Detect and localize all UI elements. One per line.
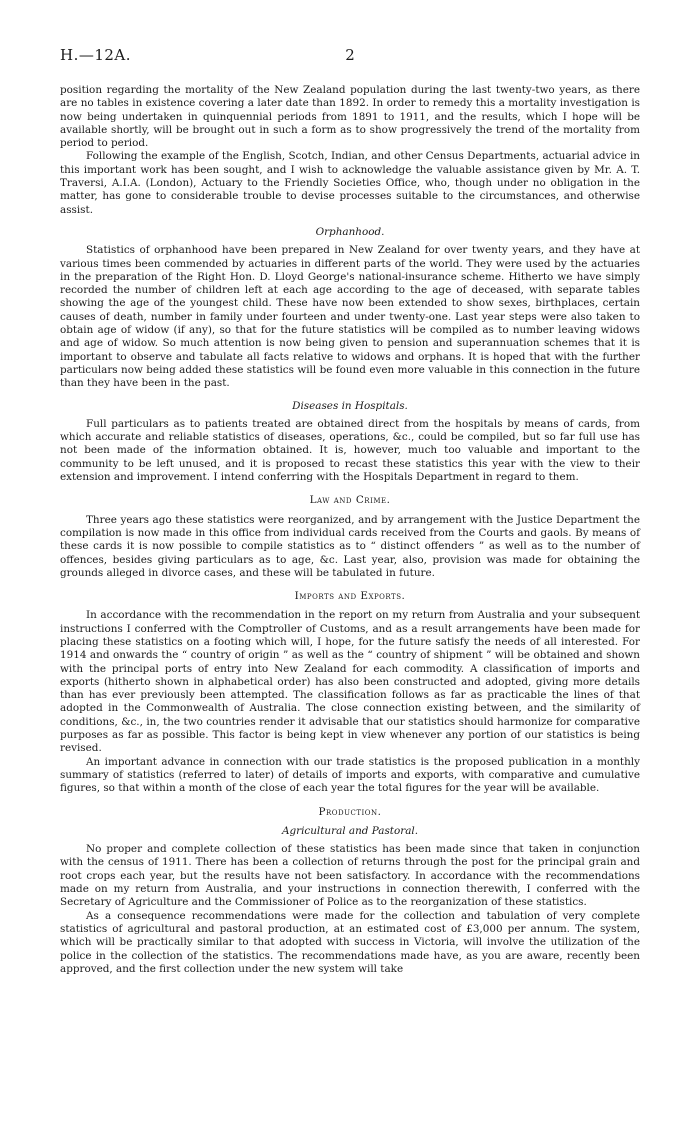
paragraph-hospitals: Full particulars as to patients treated are obtained direct from the hospitals by means of cards, from which accurate and reliable statistics of diseases, operations, &c., could be compiled, but so far full use has not been made of the information obtained. It is, however, much too valuable and important to the community to be left unused, and it is proposed to recast these statistics this year with the view to their extension and improvement. I intend conferring with the Hospitals Department in regard to them. xyxy=(60,417,640,484)
paragraph-law-crime: Three years ago these statistics were reorganized, and by arrangement with the Justice Department the compilation is now made in this office from individual cards received from the Courts and gaols. By means of these cards it is now possible to compile statistics as to “ distinct offenders ” as well as to the number of offences, besides giving particulars as to age, &c. Last year, also, provision was made for obtaining the grounds alleged in divorce cases, and these will be tabulated in future. xyxy=(60,513,640,579)
paragraph-agricultural-recommendations: As a consequence recommendations were made for the collection and tabulation of very complete statistics of agricultural and pastoral production, at an estimated cost of £3,000 per annum. The system, which will be practically similar to that adopted with success in Victoria, will involve the utilization of the police in the collection of the statistics. The recommendations made have, as you are aware, recently been approved, and the first collection under the new system will take xyxy=(60,909,640,975)
paragraph-agricultural-collection: No proper and complete collection of these statistics has been made since that taken in conjunction with the census of 1911. There has been a collection of returns through the post for the principal grain and root crops each year, but the results have not been satisfactory. In accordance with the recommendations made on my return from Australia, and your instructions in connection therewith, I conferred with the Secretary of Agriculture and the Commissioner of Police as to the reorganization of these statistics. xyxy=(60,843,640,909)
page-number: 2 xyxy=(345,46,355,64)
document-reference: H.—12A. xyxy=(60,46,132,64)
paragraph-actuarial-advice: Following the example of the English, Scotch, Indian, and other Census Departments, actuarial advice in this important work has been sought, and I wish to acknowledge the valuable assistance given by Mr. A. T. Traversi, A.I.A. (London), Actuary to the Friendly Societies Office, who, though under no obligation in the matter, has gone to considerable trouble to devise processes suitable to the circumstances, and otherwise assist. xyxy=(60,150,640,216)
paragraph-mortality-continued: position regarding the mortality of the New Zealand population during the last twenty-two years, as there are no tables in existence covering a later date than 1892. In order to remedy this a mortality investigation is now being undertaken in quinquennial periods from 1891 to 1911, and the results, which I hope will be available shortly, will be brought out in such a form as to show progressively the trend of the mortality from period to period. xyxy=(60,84,640,150)
section-heading-production: Production. xyxy=(318,805,382,818)
page-header xyxy=(60,46,640,68)
paragraph-monthly-summary: An important advance in connection with our trade statistics is the proposed publication in a monthly summary of statistics (referred to later) of details of imports and exports, with comparative and cumulative figures, so that within a month of the close of each year the total figures for the year will be available. xyxy=(60,755,640,795)
section-heading-orphanhood: Orphanhood. xyxy=(315,225,385,238)
paragraph-imports-exports: In accordance with the recommendation in the report on my return from Australia and your subsequent instructions I conferred with the Comptroller of Customs, and as a result arrangements have been made for placing these statistics on a footing which will, I hope, for the future satisfy the needs of all interested. For 1914 and onwards the “ country of origin ” as well as the “ country of shipment ” will be obtained and shown with the principal ports of entry into New Zealand for each commodity. A classification of imports and exports (hitherto shown in alphabetical order) has also been constructed and adopted, giving more details than has ever previously been attempted. The classification follows as far as practicable the lines of that adopted in the Commonwealth of Australia. The close connection existing between, and the similarity of conditions, &c., in, the two countries render it advisable that our statistics should harmonize for comparative purposes as far as possible. This factor is being kept in view whenever any portion of our statistics is being revised. xyxy=(60,609,640,755)
section-heading-law-crime: Law and Crime. xyxy=(309,494,391,507)
paragraph-orphanhood: Statistics of orphanhood have been prepared in New Zealand for over twenty years, and they have at various times been commended by actuaries in different parts of the world. They were used by the actuaries in the preparation of the Right Hon. D. Lloyd George's national-insurance scheme. Hitherto we have simply recorded the number of children left at each age according to the age of deceased, with separate tables showing the age of the youngest child. These have now been extended to show sexes, birthplaces, certain causes of death, number in family under fourteen and under twenty-one. Last year steps were also taken to obtain age of widow (if any), so that for the future statistics will be compiled as to number leaving widows and age of widow. So much attention is now being given to pension and superannuation schemes that it is important to observe and tabulate all facts relative to widows and orphans. It is hoped that with the further particulars now being added these statistics will be found even more valuable in this connection in the future than they have been in the past. xyxy=(60,244,640,390)
section-heading-imports-exports: Imports and Exports. xyxy=(294,590,406,603)
document-body xyxy=(60,84,640,976)
section-heading-hospitals: Diseases in Hospitals. xyxy=(292,399,408,412)
subsection-heading-agricultural-pastoral: Agricultural and Pastoral. xyxy=(281,824,419,837)
